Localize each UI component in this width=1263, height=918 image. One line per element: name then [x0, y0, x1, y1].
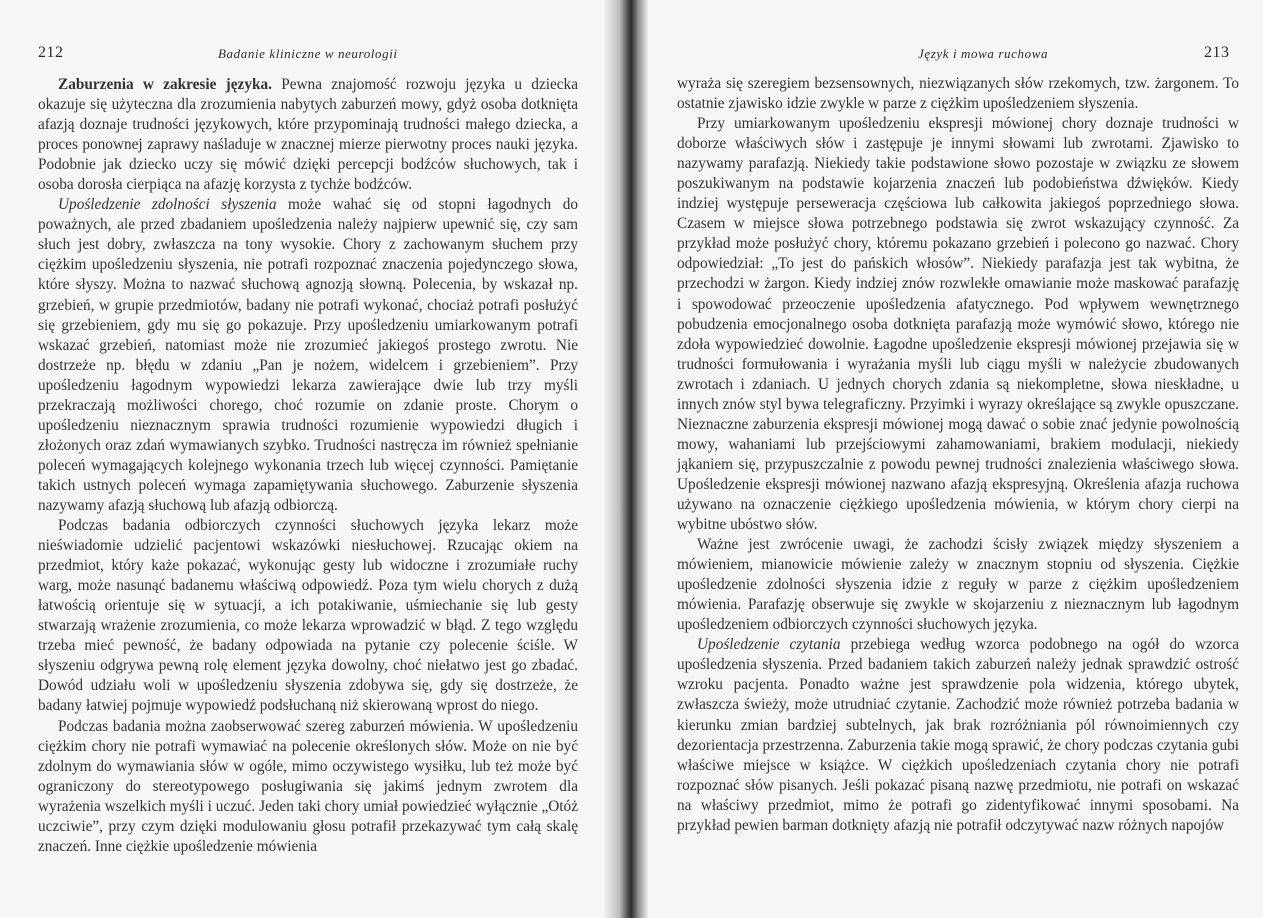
section-lead: Upośledzenie zdolności słyszenia — [58, 196, 277, 214]
running-head-right: Język i mowa ruchowa — [918, 46, 1049, 61]
paragraph-text: Ważne jest zwrócenie uwagi, że zachodzi ścisły związek między słyszeniem a mówieniem, mianowicie mówienie zależy w znacznym stopniu od słyszenia. Ciężkie upośledzenie zdolności słyszenia idzie z reguły w parze z ciężkim upośledzeniem mówienia. Parafazję obserwuje się zwykle w skojarzeniu z nieznacznym lub łagodnym upośledzeniem odbiorczych czynności słuchowych języka. — [677, 536, 1239, 634]
paragraph — [38, 516, 578, 716]
page-number-right: 213 — [1204, 44, 1230, 61]
paragraph-text: przebiega według wzorca podobnego na ogół do wzorca upośledzenia słyszenia. Przed badaniem takich zaburzeń należy jednak sprawdzić ostrość wzroku pacjenta. Ponadto ważne jest sprawdzenie pola widzenia, którego ubytek, zwłaszcza świeży, może utrudniać czytanie. Zachodzić może również potrzeba badania w kierunku zmian bardziej subtelnych, jak brak rozróżniania pól równoimiennych czy dezorientacja przestrzenna. Zaburzenia takie mogą sprawić, że chory podczas czytania gubi właściwe miejsce w książce. W ciężkich upośledzeniach czytania chory nie potrafi rozpoznać słów pisanych. Jeśli pokazać pisaną nazwę przedmiotu, nie potrafi on wskazać na właściwy przedmiot, mimo że potrafi go zidentyfikować innymi sposobami. Na przykład pewien barman dotknięty afazją nie potrafił odczytywać nazw różnych napojów — [677, 636, 1240, 834]
right-page-body — [677, 74, 1239, 836]
section-lead: Zaburzenia w zakresie języka. — [58, 76, 272, 93]
paragraph-text: może wahać się od stopni łagodnych do poważnych, ale przed zbadaniem upośledzenia należy najpierw upewnić się, czy sam słuch jest dobry, zwłaszcza na tony wysokie. Chory z zachowanym słuchem przy ciężkim upośledzeniu słyszenia, nie potrafi rozpoznać znaczenia pojedynczego słowa, które słyszy. Można to nazwać słuchową agnozją słowną. Polecenia, by wskazał np. grzebień, w grupie przedmiotów, badany nie potrafi wykonać, chociaż potrafi posłużyć się grzebieniem, gdy mu się go pokazuje. Przy upośledzeniu umiarkowanym potrafi wskazać grzebień, natomiast może nie zrozumieć jakiegoś prostego zwrotu. Nie dostrzeże np. błędu w zdaniu „Pan je nożem, widelcem i grzebieniem”. Przy upośledzeniu łagodnym wypowiedzi lekarza zawierające dwie lub trzy myśli przekraczają możliwości chorego, choć rozumie on zdanie proste. Chorym o upośledzeniu nieznacznym sprawia trudności rozumienie wypowiedzi długich i złożonych oraz zdań wymawianych szybko. Trudności nastręcza im również spełnianie poleceń wymagających kolejnego wykonania trzech lub więcej czynności. Pamiętanie takich ustnych poleceń wymaga zapamiętywania słuchowego. Zaburzenie słyszenia nazywamy afazją słuchową lub afazją odbiorczą. — [38, 196, 579, 514]
paragraph — [677, 114, 1239, 535]
paragraph — [677, 74, 1239, 114]
section-lead: Upośledzenie czytania — [697, 636, 841, 654]
paragraph — [38, 717, 578, 857]
left-page-body — [38, 75, 578, 857]
right-page — [630, 0, 1263, 918]
paragraph-text: Pewna znajomość rozwoju języka u dziecka okazuje się użyteczna dla zrozumienia nabytych zaburzeń mowy, gdyż osoba dotknięta afazją doznaje trudności językowych, które przypominają trudności małego dziecka, a proces ponownej zaprawy naśladuje w znacznej mierze pierwotny proces nauki języka. Podobnie jak dziecko uczy się mówić dzięki percepcji bodźców słuchowych, tak i osoba dorosła cierpiąca na afazję korzysta z tychże bodźców. — [38, 76, 578, 194]
paragraph-text: wyraża się szeregiem bezsensownych, niezwiązanych słów rzekomych, tzw. żargonem. To ostatnie zjawisko idzie zwykle w parze z ciężkim upośledzeniem słyszenia. — [677, 75, 1239, 113]
left-page — [0, 0, 630, 918]
running-head-left: Badanie kliniczne w neurologii — [218, 46, 398, 61]
book-gutter — [604, 0, 648, 918]
paragraph — [677, 635, 1239, 835]
paragraph-text: Podczas badania można zaobserwować szereg zaburzeń mówienia. W upośledzeniu ciężkim chory nie potrafi wymawiać na polecenie określonych słów. Może on nie być zdolnym do wymawiania słów w ogóle, mimo oczywistego wysiłku, lub też może być ograniczony do stereotypowego posługiwania się jakimś jednym zwrotem dla wyrażenia wszelkich myśli i uczuć. Jeden taki chory umiał powiedzieć wyłącznie „Otóż uczciwie”, przy czym dzięki modulowaniu głosu potrafił przekazywać tym całą skalę znaczeń. Inne ciężkie upośledzenie mówienia — [38, 717, 578, 855]
page-number-left: 212 — [38, 44, 64, 61]
paragraph — [677, 535, 1239, 635]
paragraph-text: Przy umiarkowanym upośledzeniu ekspresji mówionej chory doznaje trudności w doborze właściwych słów i zastępuje je innymi słowami lub zwrotami. Zjawisko to nazywamy parafazją. Niekiedy takie podstawione słowo pozostaje w związku ze słowem poszukiwanym na podstawie kojarzenia znaczeń lub podobieństwa dźwięków. Kiedy indziej występuje perseweracja częściowa lub całkowita jakiegoś poprzedniego słowa. Czasem w miejsce słowa potrzebnego podstawia się zwrot wskazujący czynność. Za przykład może posłużyć chory, któremu pokazano grzebień i polecono go nazwać. Chory odpowiedział: „To jest do pańskich włosów”. Niekiedy parafazja jest tak wybitna, że przechodzi w żargon. Kiedy indziej znów rozwlekłe omawianie może maskować parafazję i spowodować przeoczenie upośledzenia afatycznego. Pod wpływem wewnętrznego pobudzenia emocjonalnego osoba dotknięta parafazją może wymówić słowo, którego nie zdoła wypowiedzieć dowolnie. Łagodne upośledzenie ekspresji mówionej przejawia się w trudności formułowania i wyrażania myśli lub ciągu myśli w należycie zbudowanych zwrotach i zdaniach. U jednych chorych zdania są niekompletne, słowa nieskładne, u innych znów styl bywa telegraficzny. Przyimki i wyrazy określające są zwykle opuszczane. Nieznaczne zaburzenia ekspresji mówionej mogą dawać o sobie znać jedynie powolnością mowy, wahaniami lub przejściowymi zahamowaniami, brakiem modulacji, niekiedy jąkaniem się, przypuszczalnie z powodu pewnej trudności znalezienia właściwego słowa. Upośledzenie ekspresji mówionej nazwano afazją ekspresyjną. Określenia afazja ruchowa używano na oznaczenie ciężkiego upośledzenia mówienia, w którym chory cierpi na wybitne ubóstwo słów. — [677, 115, 1239, 534]
paragraph-text: Podczas badania odbiorczych czynności słuchowych języka lekarz może nieświadomie udzielić pacjentowi wskazówki niesłuchowej. Rzucając okiem na przedmiot, który każe pokazać, wykonując gesty lub widoczne i zrozumiałe ruchy warg, może nasunąć badanemu właściwą odpowiedź. Poza tym wielu chorych z dużą łatwością orientuje się w sytuacji, a ich potakiwanie, uśmiechanie się lub gesty stwarzają wrażenie zrozumienia, co może lekarza wprowadzić w błąd. Z tego względu trzeba mieć pewność, że badany odpowiada na pytanie czy polecenie ściśle. W słyszeniu odgrywa pewną rolę element języka dowolny, choć niełatwo jest go zbadać. Dowód udziału woli w upośledzeniu słyszenia zdobywa się, gdy się dostrzeże, że badany łatwiej pojmuje wypowiedź podsłuchaną niż skierowaną wprost do niego. — [38, 517, 578, 715]
paragraph — [38, 75, 578, 195]
paragraph — [38, 195, 578, 516]
